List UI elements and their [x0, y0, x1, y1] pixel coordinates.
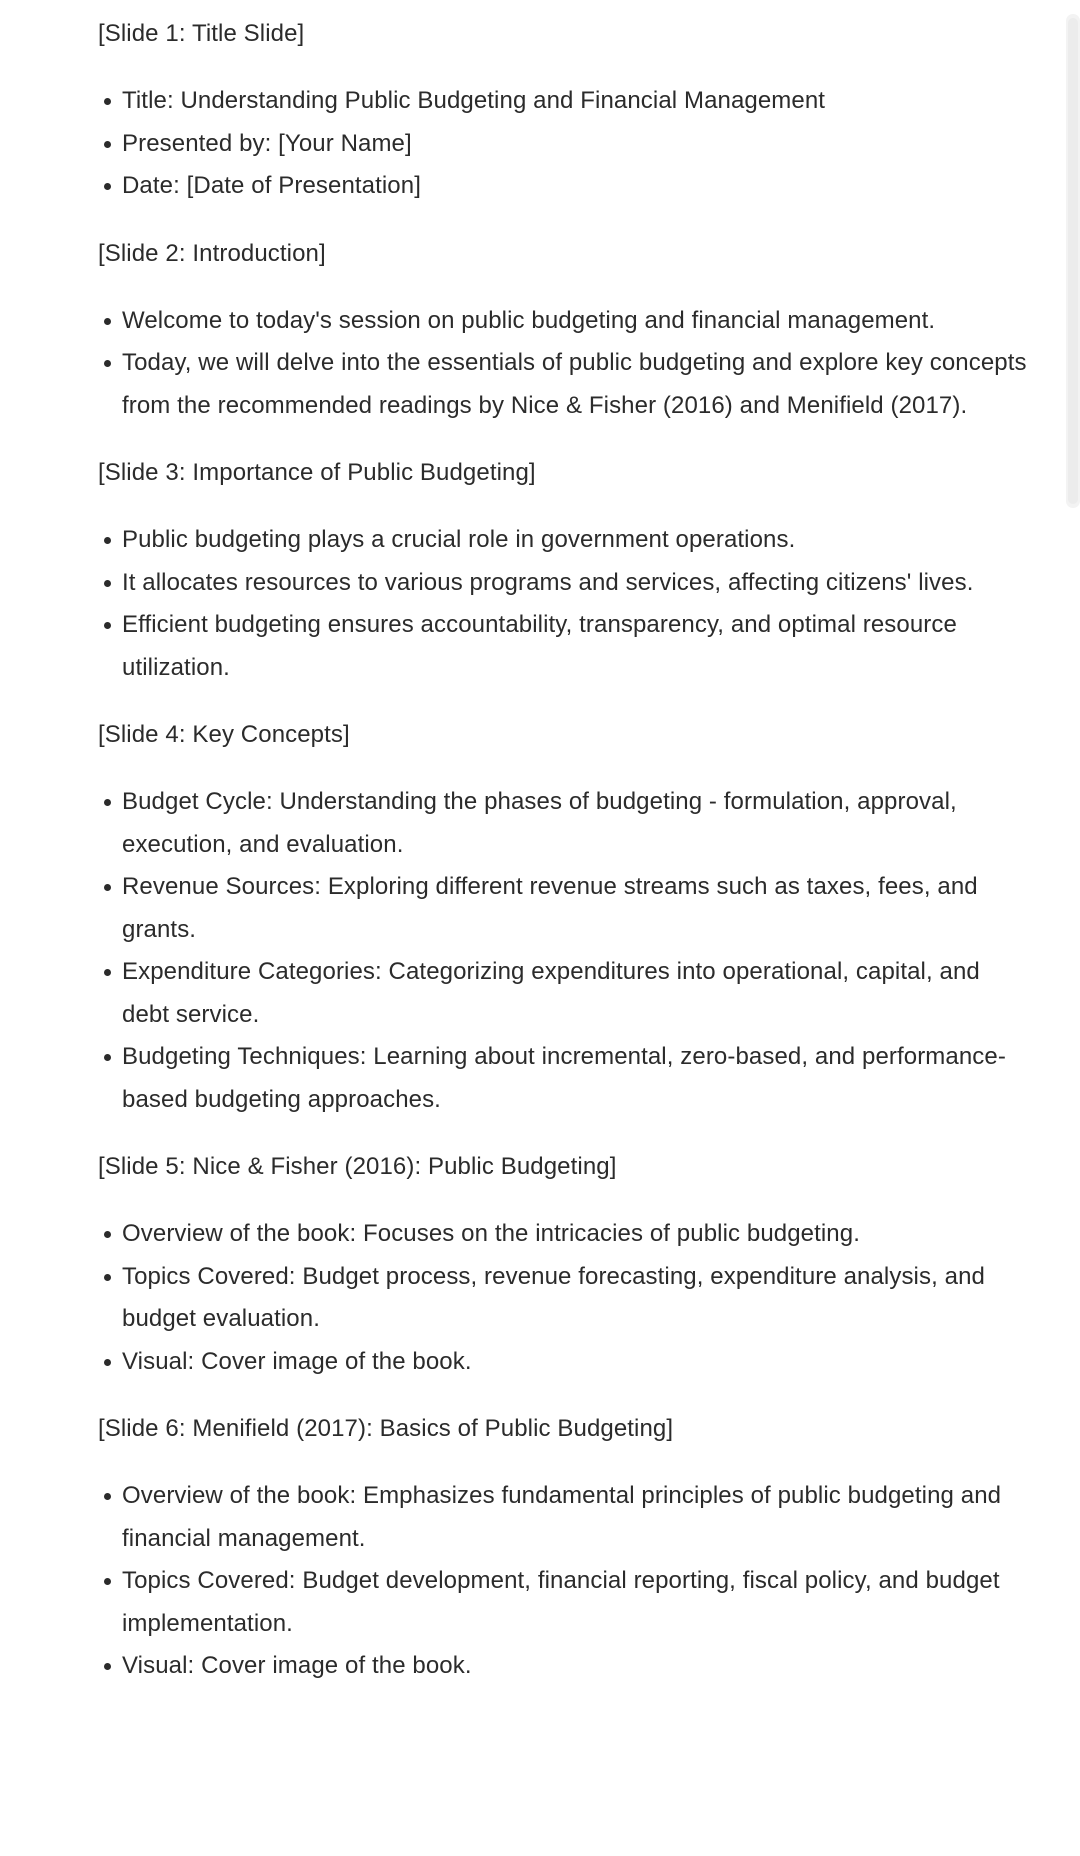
slide-heading: [Slide 2: Introduction]	[98, 239, 326, 267]
list-item: Budgeting Techniques: Learning about incremental, zero-based, and performance-based budgeting approaches.	[98, 1036, 1028, 1121]
list-item: Presented by: [Your Name]	[98, 123, 1028, 166]
list-item: Expenditure Categories: Categorizing expenditures into operational, capital, and debt service.	[98, 951, 1028, 1036]
list-item: Today, we will delve into the essentials of public budgeting and explore key concepts from the recommended readings by Nice & Fisher (2016) and Menifield (2017).	[98, 342, 1028, 427]
list-item: Title: Understanding Public Budgeting and Financial Management	[98, 80, 1028, 123]
bullet-list	[98, 781, 1028, 1121]
slide-section	[98, 238, 1028, 428]
slide-section	[98, 1413, 1028, 1688]
list-item: Visual: Cover image of the book.	[98, 1645, 1028, 1688]
bullet-list	[98, 519, 1028, 689]
bullet-list	[98, 1475, 1028, 1688]
slide-heading: [Slide 4: Key Concepts]	[98, 721, 350, 748]
list-item: Topics Covered: Budget process, revenue forecasting, expenditure analysis, and budget evaluation.	[98, 1256, 1028, 1341]
slide-section	[98, 18, 1028, 208]
list-item: Overview of the book: Emphasizes fundamental principles of public budgeting and financial management.	[98, 1475, 1028, 1560]
list-item: Efficient budgeting ensures accountability, transparency, and optimal resource utilization.	[98, 604, 1028, 689]
list-item: Public budgeting plays a crucial role in government operations.	[98, 519, 1028, 562]
message-content	[98, 18, 1028, 1718]
list-item: Budget Cycle: Understanding the phases of budgeting - formulation, approval, execution, and evaluation.	[98, 781, 1028, 866]
list-item: Revenue Sources: Exploring different revenue streams such as taxes, fees, and grants.	[98, 866, 1028, 951]
list-item: Overview of the book: Focuses on the intricacies of public budgeting.	[98, 1213, 1028, 1256]
list-item: Welcome to today's session on public budgeting and financial management.	[98, 300, 1028, 343]
slide-heading: [Slide 1: Title Slide]	[98, 20, 305, 47]
list-item: It allocates resources to various programs and services, affecting citizens' lives.	[98, 562, 1028, 605]
slide-heading: [Slide 6: Menifield (2017): Basics of Public Budgeting]	[98, 1415, 674, 1442]
slide-section	[98, 1151, 1028, 1383]
slide-section	[98, 719, 1028, 1121]
list-item: Visual: Cover image of the book.	[98, 1341, 1028, 1384]
scrollbar-thumb[interactable]	[1068, 18, 1078, 504]
bullet-list	[98, 1213, 1028, 1383]
list-item: Topics Covered: Budget development, financial reporting, fiscal policy, and budget implementation.	[98, 1560, 1028, 1645]
slide-section	[98, 457, 1028, 689]
bullet-list	[98, 300, 1028, 428]
list-item: Date: [Date of Presentation]	[98, 165, 1028, 208]
slide-heading: [Slide 3: Importance of Public Budgeting]	[98, 459, 536, 486]
slide-heading: [Slide 5: Nice & Fisher (2016): Public Budgeting]	[98, 1153, 617, 1180]
bullet-list	[98, 80, 1028, 208]
